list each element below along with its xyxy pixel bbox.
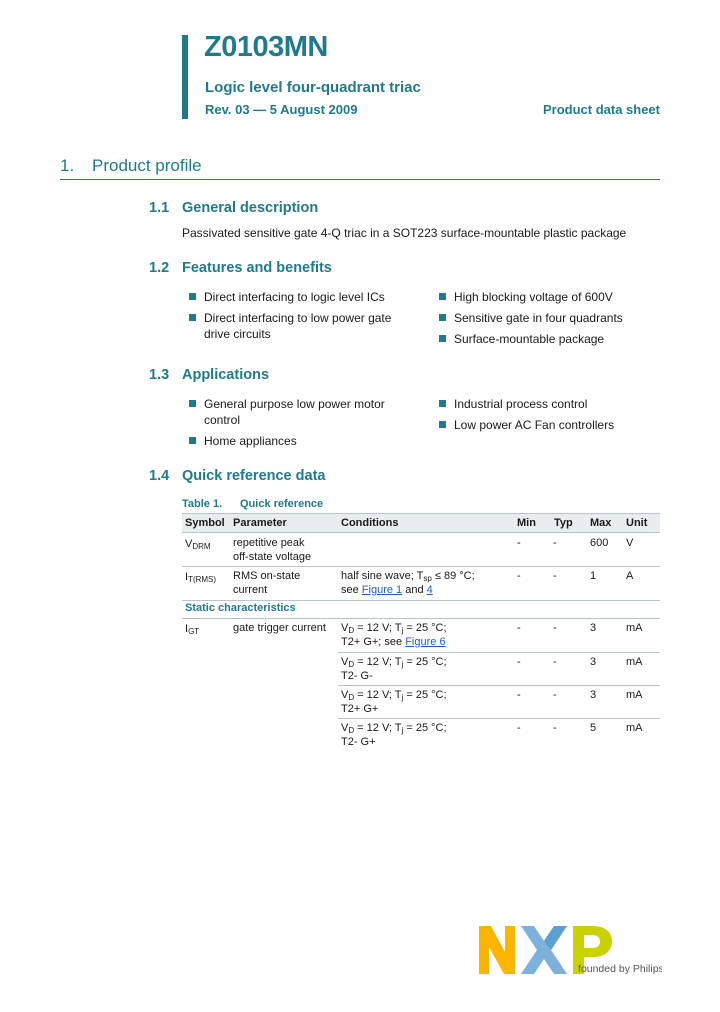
nxp-logo [477, 920, 662, 980]
section-rule [60, 179, 660, 180]
cell-max: 600 [590, 537, 609, 549]
table-caption-number: Table 1. [182, 498, 223, 510]
list-item-continuation: drive circuits [204, 327, 271, 341]
table-rule [182, 600, 660, 601]
list-item: Surface-mountable package [454, 332, 605, 346]
cell-symbol: $V_{DRM}$ [185, 538, 211, 551]
cell-unit: mA [626, 656, 643, 668]
list-item: Direct interfacing to logic level ICs [204, 290, 385, 304]
document-type: Product data sheet [542, 102, 660, 117]
product-subtitle: Logic level four-quadrant triac [205, 79, 421, 96]
cell-condition: $V_D = 12$ V; $T_j = 25$ °C; [341, 722, 447, 735]
cell-typ: - [553, 537, 557, 549]
cell-parameter: off-state voltage [233, 551, 312, 563]
bullet-icon [439, 335, 446, 342]
column-header-symbol: Symbol [185, 517, 225, 529]
cell-typ: - [553, 689, 557, 701]
subsection-number: 1.3 [149, 367, 170, 383]
table-rule [338, 718, 660, 719]
table-rule [338, 685, 660, 686]
subsection-number: 1.1 [149, 200, 170, 216]
bullet-icon [439, 400, 446, 407]
subsection-number: 1.4 [149, 468, 170, 484]
cell-typ: - [553, 570, 557, 582]
section-number: 1. [60, 156, 75, 175]
bullet-icon [439, 421, 446, 428]
table-rule [182, 566, 660, 567]
general-description-text: Passivated sensitive gate 4-Q triac in a SOT223 surface-mountable plastic package [182, 226, 627, 240]
column-header-max: Max [590, 517, 612, 529]
subsection-title-general: General description [182, 200, 319, 216]
cell-condition: T2+ G+ [341, 703, 379, 715]
column-header-conditions: Conditions [341, 517, 399, 529]
cell-unit: mA [626, 689, 643, 701]
table-rule [338, 652, 660, 653]
column-header-min: Min [517, 517, 536, 529]
cell-symbol: $I_{GT}$ [185, 623, 200, 636]
cell-min: - [517, 537, 521, 549]
list-item: High blocking voltage of 600V [454, 290, 613, 304]
table-rule [182, 532, 660, 533]
section-title: Product profile [92, 156, 202, 175]
revision-date: Rev. 03 — 5 August 2009 [205, 102, 358, 117]
static-characteristics-label: Static characteristics [185, 602, 296, 614]
subsection-number: 1.2 [149, 260, 170, 276]
bullet-icon [439, 293, 446, 300]
cell-condition: T2- G+ [341, 736, 376, 748]
cell-min: - [517, 570, 521, 582]
cell-unit: A [626, 570, 634, 582]
bullet-icon [189, 400, 196, 407]
column-header-parameter: Parameter [233, 517, 287, 529]
cell-parameter: RMS on-state [233, 570, 301, 582]
bullet-icon [439, 314, 446, 321]
list-item-continuation: control [204, 413, 241, 427]
bullet-icon [189, 314, 196, 321]
cell-unit: mA [626, 622, 643, 634]
column-header-typ: Typ [554, 517, 573, 529]
bullet-icon [189, 437, 196, 444]
cell-max: 5 [590, 722, 597, 734]
figure-1-link[interactable]: Figure 1 [361, 584, 403, 596]
header-accent-bar [182, 35, 188, 119]
list-item: Sensitive gate in four quadrants [454, 311, 623, 325]
cell-condition: half sine wave; $T_{sp} \le 89$ °C; [341, 570, 475, 583]
cell-max: 1 [590, 570, 597, 582]
cell-unit: V [626, 537, 634, 549]
cell-condition: see Figure 1 and 4 [341, 584, 433, 596]
table-rule [182, 513, 660, 514]
cell-symbol: $I_{T(RMS)}$ [185, 571, 217, 584]
cell-condition: $V_D = 12$ V; $T_j = 25$ °C; [341, 622, 447, 635]
cell-condition: $V_D = 12$ V; $T_j = 25$ °C; [341, 689, 447, 702]
table-rule [182, 618, 660, 619]
cell-parameter: gate trigger current [233, 622, 326, 634]
cell-parameter: current [233, 584, 268, 596]
cell-condition: T2+ G+; see Figure 6 [341, 636, 446, 648]
cell-typ: - [553, 722, 557, 734]
cell-max: 3 [590, 656, 597, 668]
cell-unit: mA [626, 722, 643, 734]
cell-condition: $V_D = 12$ V; $T_j = 25$ °C; [341, 656, 447, 669]
cell-max: 3 [590, 689, 597, 701]
cell-min: - [517, 689, 521, 701]
figure-4-link[interactable]: 4 [426, 584, 433, 596]
list-item: Low power AC Fan controllers [454, 418, 615, 432]
list-item: Direct interfacing to low power gate [204, 311, 392, 325]
column-header-unit: Unit [626, 517, 648, 529]
cell-typ: - [553, 656, 557, 668]
cell-parameter: repetitive peak [233, 537, 305, 549]
figure-6-link[interactable]: Figure 6 [405, 636, 446, 648]
subsection-title-quickref: Quick reference data [182, 468, 326, 484]
cell-typ: - [553, 622, 557, 634]
table-caption: Quick reference [240, 498, 324, 510]
bullet-icon [189, 293, 196, 300]
cell-condition: T2- G- [341, 670, 373, 682]
list-item: Industrial process control [454, 397, 588, 411]
svg-text:founded by Philips: founded by Philips [578, 963, 662, 975]
subsection-title-features: Features and benefits [182, 260, 332, 276]
list-item: General purpose low power motor [204, 397, 385, 411]
cell-min: - [517, 622, 521, 634]
list-item: Home appliances [204, 434, 297, 448]
product-title: Z0103MN [204, 31, 328, 63]
subsection-title-applications: Applications [182, 367, 270, 383]
cell-min: - [517, 722, 521, 734]
cell-min: - [517, 656, 521, 668]
cell-max: 3 [590, 622, 597, 634]
nxp-logo-icon [477, 920, 662, 980]
